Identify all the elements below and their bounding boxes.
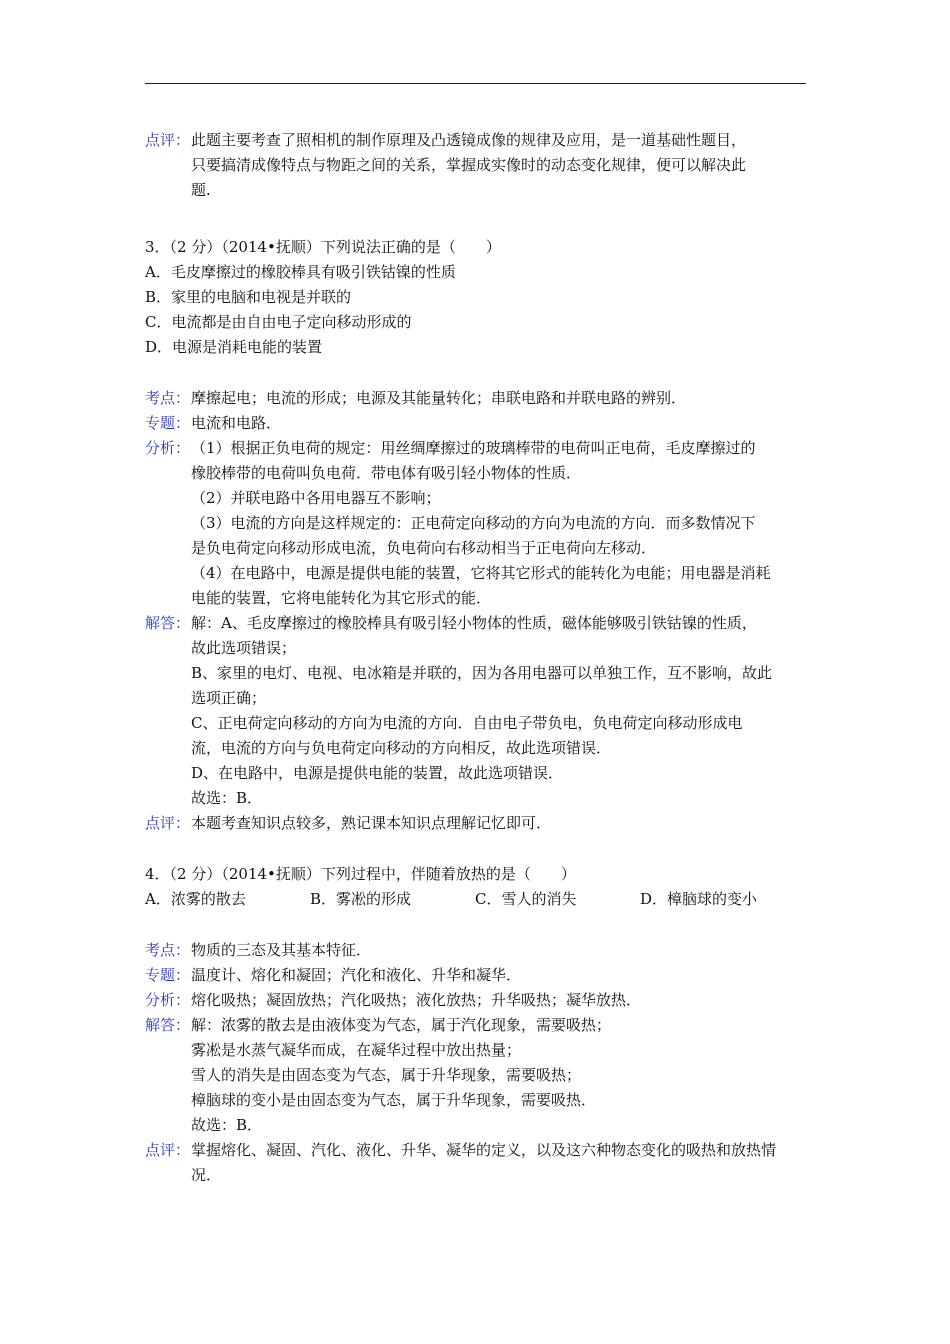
analysis-line: （4）在电路中，电源是提供电能的装置，它将其它形式的能转化为电能；用电器是消耗 [191, 564, 771, 582]
q4-comment [145, 1138, 807, 1188]
knowledge-point-label: 考点： [145, 389, 191, 407]
q3-analysis [145, 436, 807, 611]
q3-knowledge-point [145, 386, 807, 411]
analysis-line: （1）根据正负电荷的规定：用丝绸摩擦过的玻璃棒带的电荷叫正电荷，毛皮摩擦过的 [191, 439, 756, 457]
analysis-line: 熔化吸热；凝固放热；汽化吸热；液化放热；升华吸热；凝华放热． [191, 991, 642, 1009]
q4-solution [145, 1013, 807, 1138]
analysis-label: 分析： [145, 991, 191, 1009]
solution-label: 解答： [145, 614, 191, 632]
analysis-line: 橡胶棒带的电荷叫负电荷．带电体有吸引轻小物体的性质． [191, 464, 582, 482]
comment-line: 只要搞清成像特点与物距之间的关系，掌握成实像时的动态变化规律，便可以解决此 [191, 156, 747, 174]
analysis-line: （2）并联电路中各用电器互不影响； [191, 489, 441, 507]
q4-option-b: B．雾凇的形成 [310, 890, 412, 908]
solution-line: C、正电荷定向移动的方向为电流的方向．自由电子带负电，负电荷定向移动形成电 [191, 714, 743, 732]
solution-line: 樟脑球的变小是由固态变为气态，属于升华现象，需要吸热． [191, 1091, 597, 1109]
solution-line: B、家里的电灯、电视、电冰箱是并联的，因为各用电器可以单独工作，互不影响，故此 [191, 664, 773, 682]
q4-analysis [145, 988, 807, 1013]
solution-line: 雪人的消失是由固态变为气态，属于升华现象，需要吸热； [191, 1066, 582, 1084]
q4-topic [145, 963, 807, 988]
q3-option-d: D．电源是消耗电能的装置 [145, 338, 323, 356]
topic-text: 温度计、熔化和凝固；汽化和液化、升华和凝华． [191, 966, 522, 984]
solution-line: 故此选项错误； [191, 639, 297, 657]
solution-line: 故选：B． [191, 789, 263, 807]
document-page [145, 128, 807, 1188]
q4-option-a: A．浓雾的散去 [145, 890, 246, 908]
knowledge-point-text: 物质的三态及其基本特征． [191, 941, 372, 959]
q3-option-c: C．电流都是由自由电子定向移动形成的 [145, 313, 412, 331]
q4-option-c: C．雪人的消失 [475, 890, 577, 908]
topic-label: 专题： [145, 966, 191, 984]
q2-comment [145, 128, 807, 203]
comment-line: 本题考查知识点较多，熟记课本知识点理解记忆即可． [191, 814, 552, 832]
solution-label: 解答： [145, 1016, 191, 1034]
analysis-line: 电能的装置，它将电能转化为其它形式的能． [191, 589, 492, 607]
q3-comment [145, 811, 807, 836]
comment-label: 点评： [145, 814, 191, 832]
knowledge-point-text: 摩擦起电；电流的形成；电源及其能量转化；串联电路和并联电路的辨别． [191, 389, 687, 407]
solution-line: 解：A、毛皮摩擦过的橡胶棒具有吸引轻小物体的性质，磁体能够吸引铁钴镍的性质， [191, 614, 757, 632]
solution-line: 解：浓雾的散去是由液体变为气态，属于汽化现象，需要吸热； [191, 1016, 612, 1034]
solution-line: 选项正确； [191, 689, 267, 707]
q4-knowledge-point [145, 938, 807, 963]
q4-option-d: D．樟脑球的变小 [640, 890, 758, 908]
comment-label: 点评： [145, 1141, 191, 1159]
topic-label: 专题： [145, 414, 191, 432]
q4-options [145, 887, 807, 912]
q3-option-b: B．家里的电脑和电视是并联的 [145, 288, 352, 306]
q3-topic [145, 411, 807, 436]
topic-text: 电流和电路． [191, 414, 282, 432]
analysis-line: 是负电荷定向移动形成电流，负电荷向右移动相当于正电荷向左移动． [191, 539, 657, 557]
solution-line: 故选：B． [191, 1116, 263, 1134]
question-3-stem: 3．（2 分）（2014•抚顺）下列说法正确的是（ ） [145, 238, 501, 256]
analysis-line: （3）电流的方向是这样规定的：正电荷定向移动的方向为电流的方向．而多数情况下 [191, 514, 756, 532]
solution-line: 流，电流的方向与负电荷定向移动的方向相反，故此选项错误． [191, 739, 612, 757]
solution-line: 雾凇是水蒸气凝华而成，在凝华过程中放出热量； [191, 1041, 522, 1059]
question-4-stem: 4．（2 分）（2014•抚顺）下列过程中，伴随着放热的是（ ） [145, 865, 576, 883]
comment-label: 点评： [145, 131, 191, 149]
comment-line: 此题主要考查了照相机的制作原理及凸透镜成像的规律及应用，是一道基础性题目， [191, 131, 747, 149]
analysis-label: 分析： [145, 439, 191, 457]
q3-solution [145, 611, 807, 811]
q3-option-a: A．毛皮摩擦过的橡胶棒具有吸引铁钴镍的性质 [145, 263, 456, 281]
knowledge-point-label: 考点： [145, 941, 191, 959]
header-rule [145, 83, 806, 84]
solution-line: D、在电路中，电源是提供电能的装置，故此选项错误． [191, 764, 564, 782]
comment-line: 掌握熔化、凝固、汽化、液化、升华、凝华的定义，以及这六种物态变化的吸热和放热情 [191, 1141, 777, 1159]
comment-line: 况． [191, 1166, 222, 1184]
comment-line: 题. [191, 181, 211, 199]
